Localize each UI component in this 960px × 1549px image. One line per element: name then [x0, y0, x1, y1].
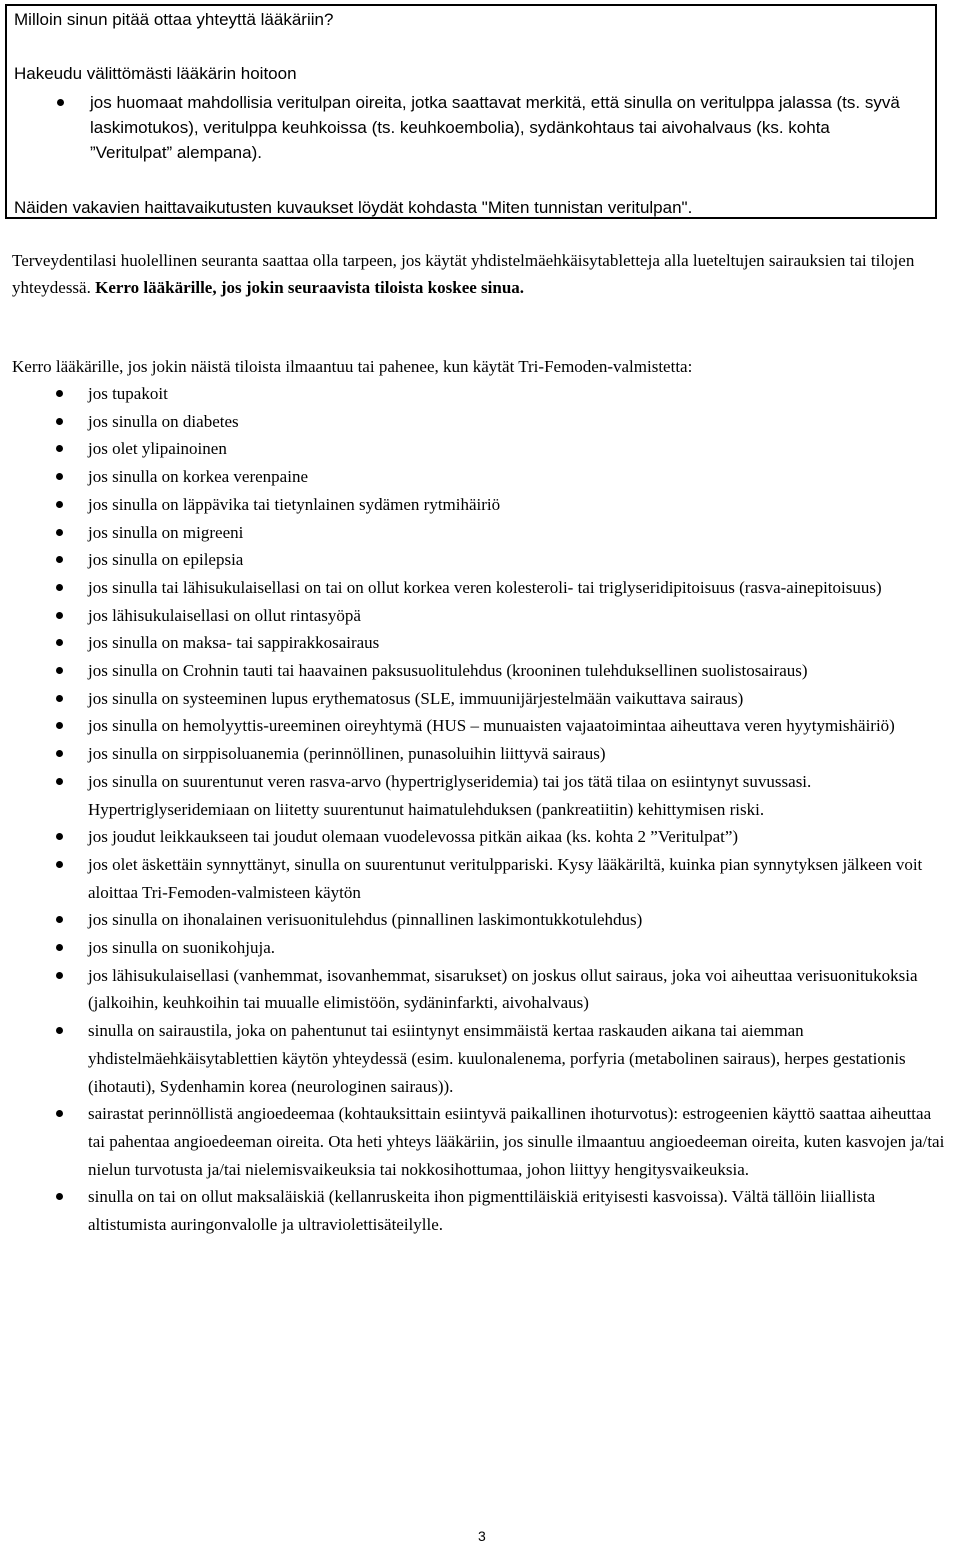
bullet-icon	[56, 612, 63, 619]
list-item: jos sinulla on systeeminen lupus erythematosus (SLE, immuunijärjestelmään vaikuttava sairaus)	[30, 685, 950, 713]
bullet-icon	[56, 750, 63, 757]
bullet-icon	[56, 722, 63, 729]
list-item: jos sinulla on epilepsia	[30, 546, 950, 574]
bullet-icon	[56, 1193, 63, 1200]
bullet-icon	[56, 639, 63, 646]
intro-bold: Kerro lääkärille, jos jokin seuraavista tiloista koskee sinua.	[95, 278, 525, 297]
list-item: jos sinulla on suonikohjuja.	[30, 934, 950, 962]
warning-box	[5, 4, 937, 219]
bullet-icon	[56, 667, 63, 674]
list-item: jos sinulla on korkea verenpaine	[30, 463, 950, 491]
list-item: sairastat perinnöllistä angioedeemaa (kohtauksittain esiintyvä paikallinen ihoturvotus): estrogeenien käyttö saattaa aiheuttaa tai pahentaa angioedeeman oireita. Ota heti yhteys lääkäriin, jos sinulle ilmaantuu angioedeeman oireita, kuten kasvojen ja/tai nielun turvotusta ja/tai nielemisvaikeuksia tai nokkosihottumaa, johon liittyy hengitysvaikeuksia.	[30, 1100, 950, 1183]
bullet-icon	[56, 556, 63, 563]
bullet-icon	[56, 944, 63, 951]
list-item: jos sinulla on Crohnin tauti tai haavainen paksusuolitulehdus (krooninen tulehduksellinen suolistosairaus)	[30, 657, 950, 685]
intro-paragraph	[12, 247, 952, 301]
list-item: jos sinulla on diabetes	[30, 408, 950, 436]
box-title: Milloin sinun pitää ottaa yhteyttä lääkäriin?	[14, 10, 334, 29]
bullet-icon	[56, 390, 63, 397]
list-item: jos sinulla on suurentunut veren rasva-arvo (hypertriglyseridemia) tai jos tätä tilaa on esiintynyt suvussasi. Hypertriglyseridemiaan on liitetty suurentunut haimatulehduksen (pankreatiitin) kehittymisen riski.	[30, 768, 950, 823]
bullet-icon	[56, 529, 63, 536]
bullet-icon	[56, 418, 63, 425]
list-item: jos olet ylipainoinen	[30, 435, 950, 463]
page-number: 3	[478, 1528, 486, 1544]
bullet-icon	[56, 584, 63, 591]
list-item: jos sinulla on ihonalainen verisuonitulehdus (pinnallinen laskimontukkotulehdus)	[30, 906, 950, 934]
list-item: jos sinulla on sirppisoluanemia (perinnöllinen, punasoluihin liittyvä sairaus)	[30, 740, 950, 768]
bullet-icon	[56, 445, 63, 452]
condition-list	[30, 380, 950, 1239]
list-item: jos sinulla on maksa- tai sappirakkosairaus	[30, 629, 950, 657]
box-note: Näiden vakavien haittavaikutusten kuvaukset löydät kohdasta "Miten tunnistan veritulpan".	[14, 198, 693, 217]
box-subtitle: Hakeudu välittömästi lääkärin hoitoon	[14, 64, 297, 83]
bullet-icon	[56, 778, 63, 785]
bullet-icon	[56, 1110, 63, 1117]
bullet-icon	[56, 833, 63, 840]
bullet-icon	[56, 916, 63, 923]
list-item: jos sinulla on hemolyyttis-ureeminen oireyhtymä (HUS – munuaisten vajaatoimintaa aiheuttava veren hyytymishäiriö)	[30, 712, 950, 740]
bullet-icon	[56, 501, 63, 508]
box-list-item: jos huomaat mahdollisia veritulpan oireita, jotka saattavat merkitä, että sinulla on veritulppa jalassa (ts. syvä laskimotukos), veritulppa keuhkoissa (ts. keuhkoembolia), sydänkohtaus tai aivohalvaus (ks. kohta ”Veritulpat” alempana).	[35, 90, 915, 165]
bullet-icon	[56, 861, 63, 868]
bullet-icon	[56, 972, 63, 979]
list-item: jos sinulla on läppävika tai tietynlainen sydämen rytmihäiriö	[30, 491, 950, 519]
box-list	[35, 90, 915, 165]
bullet-icon	[57, 99, 64, 106]
list-intro: Kerro lääkärille, jos jokin näistä tiloista ilmaantuu tai pahenee, kun käytät Tri-Femoden-valmistetta:	[12, 357, 693, 376]
list-item: jos joudut leikkaukseen tai joudut olemaan vuodelevossa pitkän aikaa (ks. kohta 2 ”Veritulpat”)	[30, 823, 950, 851]
list-item: jos sinulla tai lähisukulaisellasi on tai on ollut korkea veren kolesteroli- tai triglyseridipitoisuus (rasva-ainepitoisuus)	[30, 574, 950, 602]
bullet-icon	[56, 695, 63, 702]
list-item: sinulla on sairaustila, joka on pahentunut tai esiintynyt ensimmäistä kertaa raskauden aikana tai aiemman yhdistelmäehkäisytablettien käytön yhteydessä (esim. kuulonalenema, porfyria (metabolinen sairaus), herpes gestationis (ihotauti), Sydenhamin korea (neurologinen sairaus)).	[30, 1017, 950, 1100]
bullet-icon	[56, 473, 63, 480]
bullet-icon	[56, 1027, 63, 1034]
list-item: jos sinulla on migreeni	[30, 519, 950, 547]
list-item: jos olet äskettäin synnyttänyt, sinulla on suurentunut veritulppariski. Kysy lääkäriltä, kuinka pian synnytyksen jälkeen voit aloittaa Tri-Femoden-valmisteen käytön	[30, 851, 950, 906]
list-item: sinulla on tai on ollut maksaläiskiä (kellanruskeita ihon pigmenttiläiskiä erityisesti kasvoissa). Vältä tällöin liiallista altistumista auringonvalolle ja ultraviolettisäteilylle.	[30, 1183, 950, 1238]
list-item: jos lähisukulaisellasi (vanhemmat, isovanhemmat, sisarukset) on joskus ollut sairaus, joka voi aiheuttaa verisuonitukoksia (jalkoihin, keuhkoihin tai muualle elimistöön, sydäninfarkti, aivohalvaus)	[30, 962, 950, 1017]
list-item: jos lähisukulaisellasi on ollut rintasyöpä	[30, 602, 950, 630]
intro-text: Terveydentilasi huolellinen seuranta saattaa olla tarpeen, jos käytät yhdistelmäehkäisytabletteja alla lueteltujen sairauksien tai tilojen yhteydessä.	[12, 251, 915, 297]
list-item: jos tupakoit	[30, 380, 950, 408]
